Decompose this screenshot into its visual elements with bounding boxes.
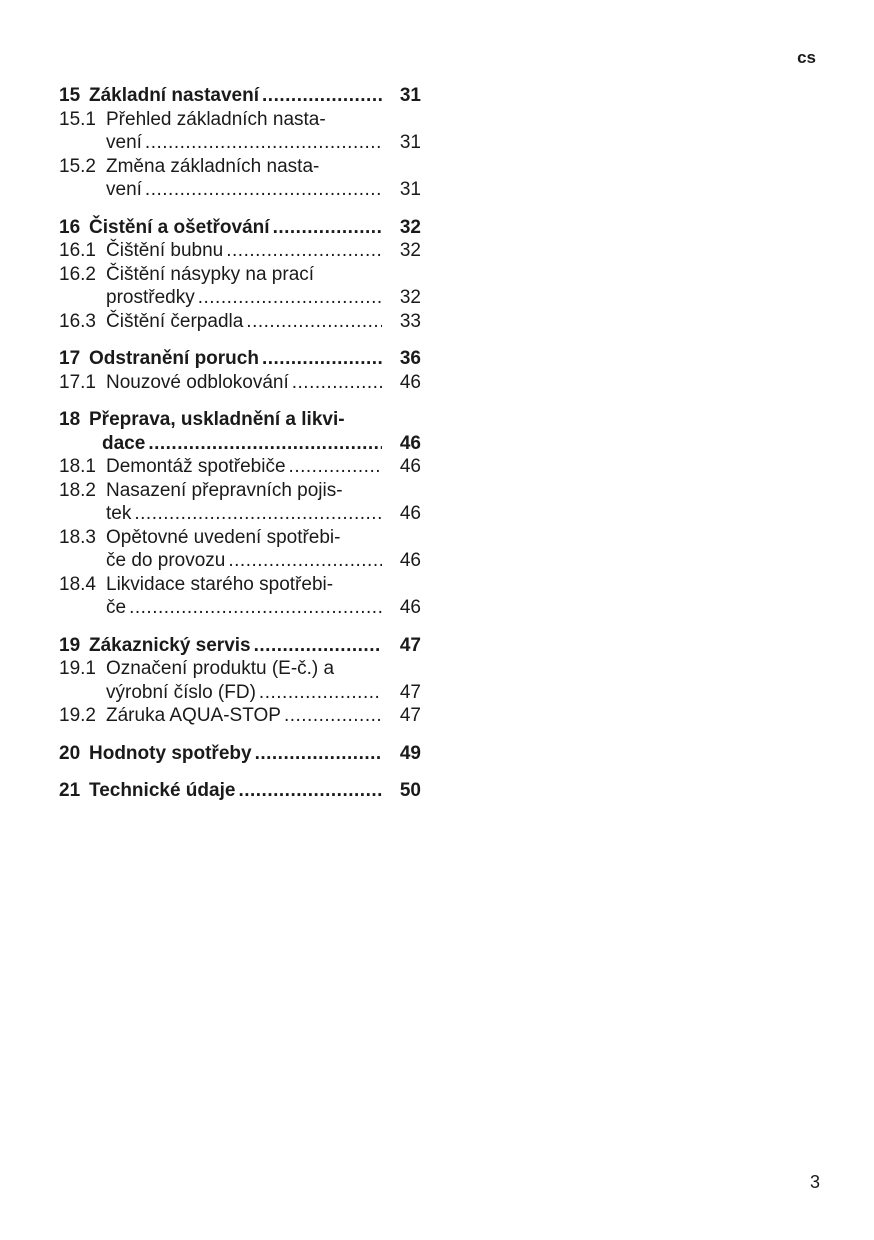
toc-chapter-entry[interactable]	[59, 216, 421, 240]
toc-page-number: 47	[399, 705, 421, 726]
toc-page-number: 46	[399, 597, 421, 618]
toc-entry-number: 18.1	[59, 456, 96, 477]
toc-chapter-entry[interactable]	[59, 408, 421, 455]
toc-page-number: 33	[399, 310, 421, 332]
dot-leader	[262, 347, 382, 371]
toc-section	[59, 84, 421, 202]
toc-subsection-entry[interactable]	[59, 479, 421, 526]
toc-subsection-entry[interactable]	[59, 263, 421, 310]
toc-subsection-entry[interactable]	[59, 371, 421, 395]
toc-entry-number: 17	[59, 348, 81, 369]
toc-entry-title-line: Čištění násypky na prací	[106, 263, 315, 285]
toc-entry-body	[89, 779, 421, 803]
dot-leader	[259, 681, 382, 705]
toc-page-number: 31	[399, 85, 421, 106]
toc-chapter-entry[interactable]	[59, 347, 421, 371]
toc-entry-body	[106, 108, 421, 155]
toc-entry-title-line: če do provozu	[106, 550, 226, 571]
toc-subsection-entry[interactable]	[59, 239, 421, 263]
toc-entry-title-line: vení	[106, 179, 142, 200]
toc-section	[59, 408, 421, 620]
dot-leader	[284, 704, 382, 728]
toc-entry-title-line: Čištění čerpadla	[106, 310, 244, 332]
toc-entry-leader-line	[106, 704, 421, 728]
toc-entry-leader-line	[106, 286, 421, 310]
toc-entry-title-line: Přehled základních nasta-	[106, 108, 326, 130]
toc-entry-body	[106, 704, 421, 728]
toc-entry-title-line: Přeprava, uskladnění a likvi-	[89, 409, 345, 430]
toc-entry-body	[106, 239, 421, 263]
toc-entry-number: 16.3	[59, 310, 96, 332]
toc-section	[59, 347, 421, 394]
toc-entry-number: 20	[59, 742, 81, 764]
dot-leader	[145, 178, 382, 202]
toc-entry-body	[106, 371, 421, 395]
toc-entry-leader-line	[106, 371, 421, 395]
toc-entry-title-line: Odstranění poruch	[89, 348, 259, 369]
toc-chapter-entry[interactable]	[59, 634, 421, 658]
toc-entry-title-line: prostředky	[106, 287, 195, 308]
toc-page-number: 32	[399, 216, 421, 238]
toc-entry-title-line: Čištění bubnu	[106, 240, 224, 261]
toc-section	[59, 742, 421, 766]
toc-entry-number: 18.4	[59, 573, 96, 595]
toc-page-number: 31	[399, 179, 421, 200]
dot-leader	[228, 549, 382, 573]
toc-entry-leader-line	[89, 742, 421, 766]
toc-entry-number: 16.1	[59, 240, 96, 261]
toc-entry-leader-line	[106, 131, 421, 155]
toc-subsection-entry[interactable]	[59, 155, 421, 202]
toc-entry-number: 16	[59, 216, 81, 238]
toc-entry-leader-line	[106, 239, 421, 263]
toc-entry-body	[106, 263, 421, 310]
toc-chapter-entry[interactable]	[59, 742, 421, 766]
toc-entry-number: 19.1	[59, 658, 96, 679]
toc-entry-leader-line	[89, 347, 421, 371]
toc-page-number: 49	[399, 742, 421, 764]
toc-page-number: 46	[399, 456, 421, 477]
toc-entry-leader-line	[106, 596, 421, 620]
toc-page-number: 47	[399, 634, 421, 656]
toc-entry-body	[89, 408, 421, 455]
toc-entry-leader-line	[89, 84, 421, 108]
dot-leader	[292, 371, 382, 395]
toc-entry-body	[106, 155, 421, 202]
toc-section	[59, 779, 421, 803]
toc-entry-title-line: Likvidace starého spotřebi-	[106, 573, 334, 595]
toc-entry-number: 15.2	[59, 155, 96, 177]
dot-leader	[145, 131, 382, 155]
toc-entry-leader-line	[106, 455, 421, 479]
dot-leader	[273, 216, 382, 240]
page-number: 3	[809, 1172, 820, 1192]
toc-entry-leader-line	[89, 432, 421, 456]
toc-entry-leader-line	[89, 779, 421, 803]
toc-entry-number: 19	[59, 634, 81, 656]
toc-entry-title-line: če	[106, 597, 127, 618]
toc-entry-body	[106, 657, 421, 704]
toc-entry-number: 15.1	[59, 108, 96, 130]
dot-leader	[289, 455, 382, 479]
dot-leader	[254, 634, 382, 658]
toc-entry-title-line: Záruka AQUA-STOP	[106, 705, 281, 726]
toc-section	[59, 216, 421, 334]
toc-entry-title-line: Základní nastavení	[89, 85, 260, 106]
toc-page-number: 32	[399, 287, 421, 308]
toc-entry-title-line: Zákaznický servis	[89, 634, 251, 656]
dot-leader	[255, 742, 382, 766]
dot-leader	[148, 432, 382, 456]
toc-entry-body	[106, 455, 421, 479]
toc-page-number: 36	[399, 348, 421, 369]
language-code: cs	[797, 48, 816, 67]
toc-page-number: 46	[399, 503, 421, 524]
toc-entry-title-line: tek	[106, 503, 132, 524]
toc-entry-title-line: Opětovné uvedení spotřebi-	[106, 526, 341, 548]
toc-chapter-entry[interactable]	[59, 84, 421, 108]
toc-entry-number: 18	[59, 409, 81, 430]
toc-page-number: 46	[399, 550, 421, 571]
dot-leader	[134, 502, 382, 526]
toc-entry-number: 21	[59, 780, 81, 801]
toc-entry-body	[89, 347, 421, 371]
toc-subsection-entry[interactable]	[59, 657, 421, 704]
toc-page-number: 46	[399, 432, 421, 454]
toc-subsection-entry[interactable]	[59, 310, 421, 334]
toc-entry-leader-line	[89, 216, 421, 240]
toc-subsection-entry[interactable]	[59, 526, 421, 573]
toc-entry-leader-line	[89, 634, 421, 658]
toc-subsection-entry[interactable]	[59, 573, 421, 620]
dot-leader	[226, 239, 382, 263]
toc-entry-title-line: Čistění a ošetřování	[89, 216, 270, 238]
toc-entry-number: 18.3	[59, 526, 96, 548]
dot-leader	[129, 596, 382, 620]
toc-entry-leader-line	[106, 310, 421, 334]
toc-page-number: 31	[399, 132, 421, 153]
dot-leader	[246, 310, 382, 334]
toc-entry-body	[89, 84, 421, 108]
toc-entry-title-line: Nouzové odblokování	[106, 371, 289, 393]
toc-entry-body	[89, 216, 421, 240]
toc-entry-title-line: Technické údaje	[89, 780, 236, 801]
toc-page-number: 32	[399, 240, 421, 261]
toc-entry-title-line: Hodnoty spotřeby	[89, 742, 252, 764]
toc-entry-number: 15	[59, 85, 81, 106]
toc-entry-leader-line	[106, 178, 421, 202]
toc-entry-title-line: Nasazení přepravních pojis-	[106, 479, 343, 501]
toc-entry-leader-line	[106, 549, 421, 573]
toc-entry-body	[89, 634, 421, 658]
toc-entry-leader-line	[106, 502, 421, 526]
toc-entry-title-line: vení	[106, 132, 142, 153]
dot-leader	[262, 84, 382, 108]
toc-entry-number: 18.2	[59, 479, 96, 501]
toc-page-number: 47	[399, 681, 421, 703]
toc-page-number: 50	[399, 780, 421, 801]
toc-entry-title-line: Změna základních nasta-	[106, 155, 320, 177]
toc-entry-body	[106, 573, 421, 620]
dot-leader	[238, 779, 382, 803]
toc-entry-body	[106, 310, 421, 334]
toc-entry-title-line: Označení produktu (E-č.) a	[106, 658, 335, 679]
table-of-contents	[59, 84, 421, 817]
toc-entry-body	[106, 479, 421, 526]
dot-leader	[198, 286, 382, 310]
toc-subsection-entry[interactable]	[59, 108, 421, 155]
toc-entry-number: 17.1	[59, 371, 96, 393]
toc-chapter-entry[interactable]	[59, 779, 421, 803]
toc-entry-body	[106, 526, 421, 573]
toc-entry-number: 19.2	[59, 705, 96, 726]
toc-entry-body	[89, 742, 421, 766]
toc-subsection-entry[interactable]	[59, 704, 421, 728]
toc-entry-leader-line	[106, 681, 421, 705]
toc-page-number: 46	[399, 371, 421, 393]
toc-entry-title-line: výrobní číslo (FD)	[106, 681, 256, 703]
toc-section	[59, 634, 421, 728]
toc-subsection-entry[interactable]	[59, 455, 421, 479]
toc-entry-number: 16.2	[59, 263, 96, 285]
toc-entry-title-line: Demontáž spotřebiče	[106, 456, 286, 477]
toc-entry-title-line: dace	[102, 432, 146, 454]
